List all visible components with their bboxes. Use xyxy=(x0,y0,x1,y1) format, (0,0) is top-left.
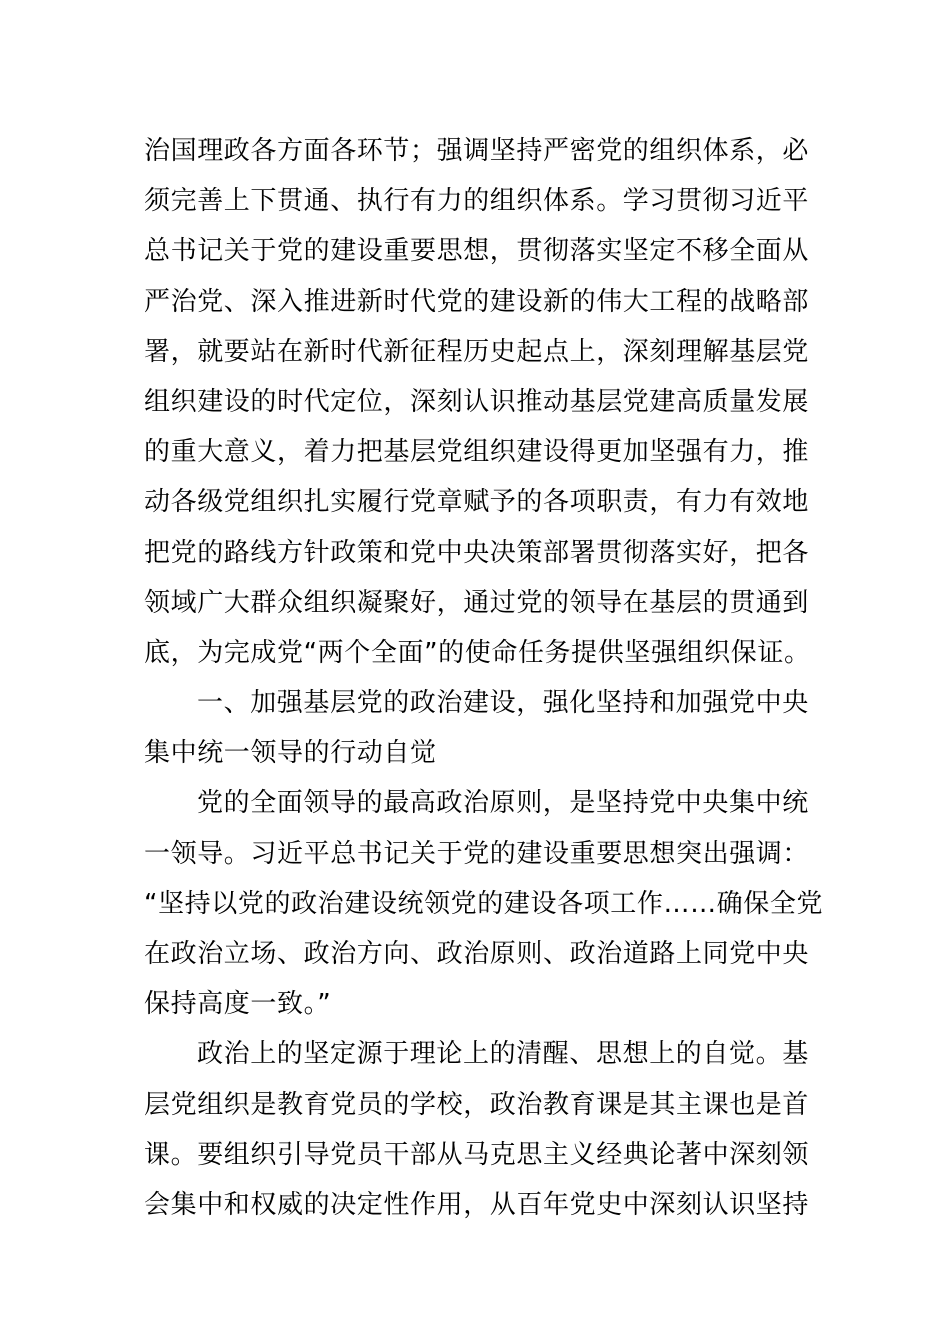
text-line: 在政治立场、政治方向、政治原则、政治道路上同党中央 xyxy=(144,939,810,969)
section-heading-line: 集中统一领导的行动自觉 xyxy=(144,738,437,769)
document-body xyxy=(144,126,824,1230)
text-line: 组织建设的时代定位，深刻认识推动基层党建高质量发展 xyxy=(144,386,810,417)
text-line: 课。要组织引导党员干部从马克思主义经典论著中深刻领 xyxy=(144,1139,810,1170)
text-line: “坚持以党的政治建设统领党的建设各项工作……确保全党 xyxy=(144,888,824,919)
text-line: 须完善上下贯通、执行有力的组织体系。学习贯彻习近平 xyxy=(144,186,810,217)
text-line: 署，就要站在新时代新征程历史起点上，深刻理解基层党 xyxy=(144,336,810,367)
text-line: 把党的路线方针政策和党中央决策部署贯彻落实好，把各 xyxy=(144,537,810,568)
section-heading-line: 一、加强基层党的政治建设，强化坚持和加强党中央 xyxy=(197,688,809,719)
text-line: 层党组织是教育党员的学校，政治教育课是其主课也是首 xyxy=(144,1089,810,1120)
text-line: 会集中和权威的决定性作用，从百年党史中深刻认识坚持 xyxy=(144,1189,810,1220)
text-line: 底，为完成党“两个全面”的使命任务提供坚强组织保证。 xyxy=(144,637,811,668)
text-line: 领域广大群众组织凝聚好，通过党的领导在基层的贯通到 xyxy=(144,587,810,618)
text-line: 严治党、深入推进新时代党的建设新的伟大工程的战略部 xyxy=(144,286,810,317)
text-line: 一领导。习近平总书记关于党的建设重要思想突出强调： xyxy=(144,838,810,869)
text-line: 的重大意义，着力把基层党组织建设得更加坚强有力，推 xyxy=(144,437,810,468)
text-line: 动各级党组织扎实履行党章赋予的各项职责，有力有效地 xyxy=(144,487,810,518)
text-line: 党的全面领导的最高政治原则，是坚持党中央集中统 xyxy=(197,788,809,819)
text-line: 治国理政各方面各环节；强调坚持严密党的组织体系，必 xyxy=(144,136,810,166)
text-line: 政治上的坚定源于理论上的清醒、思想上的自觉。基 xyxy=(197,1039,809,1070)
text-line: 保持高度一致。” xyxy=(144,989,332,1020)
text-line: 总书记关于党的建设重要思想，贯彻落实坚定不移全面从 xyxy=(144,236,810,267)
